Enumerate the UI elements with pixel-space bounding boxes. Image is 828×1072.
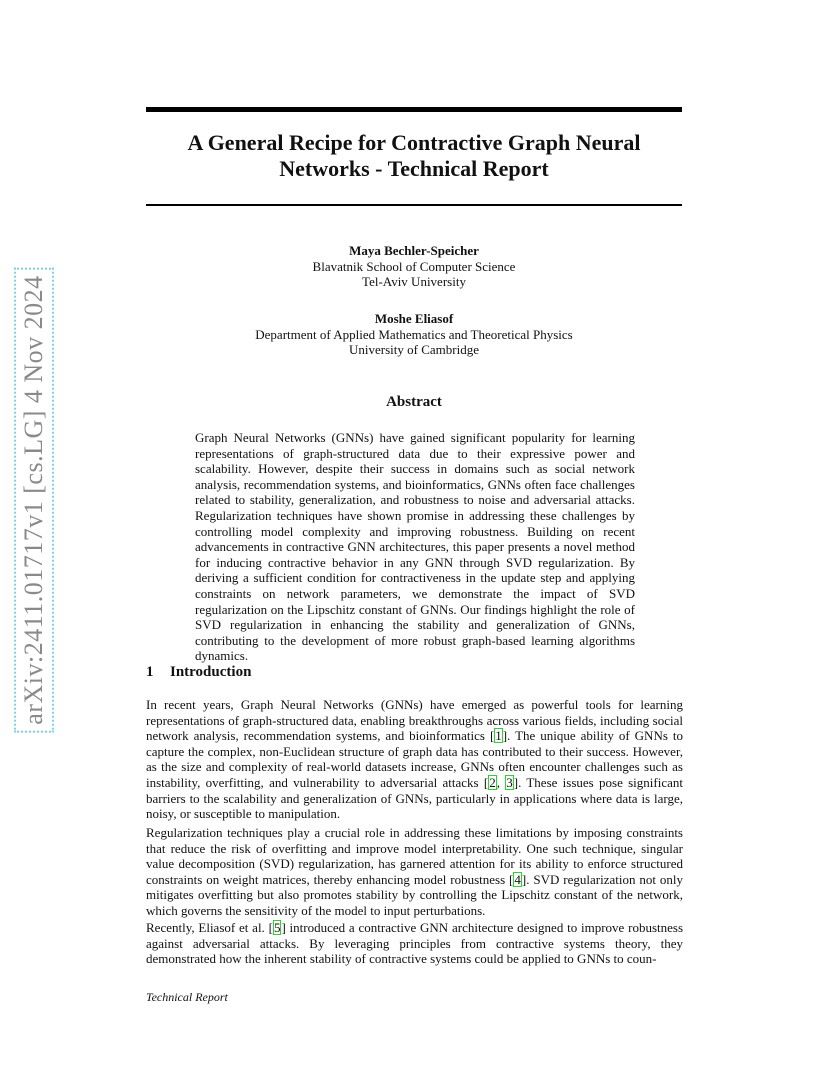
abstract-text: Graph Neural Networks (GNNs) have gained significant popularity for learning representations of graph-structured data due to their expressive power and scalability. However, despite their success in domains such as social network analysis, recommendation systems, and bioinformatics, GNNs often face challenges related to stability, generalization, and robustness to noise and adversarial attacks. Regularization techniques have shown promise in addressing these challenges by controlling model complexity and improving robustness. Building on recent advancements in contractive GNN architectures, this paper presents a novel method for inducing contractive behavior in any GNN through SVD regularization. By deriving a sufficient condition for contractiveness in the update step and applying constraints on network parameters, we demonstrate the impact of SVD regularization on the Lipschitz constant of GNNs. Our findings highlight the role of SVD regularization in enhancing the stability and generalization of GNNs, contributing to the development of more robust graph-based learning algorithms dynamics.	[195, 430, 635, 664]
paragraph-text: ] introduced a contractive GNN architecture designed to improve robustness against adversarial attacks. By leveraging principles from contractive systems theory, they demonstrated how the inherent stability of contractive systems could be applied to GNNs to coun-	[146, 920, 684, 967]
title-bottom-rule	[146, 204, 682, 206]
intro-paragraph	[146, 825, 683, 919]
paragraph-text: ]. These issues pose significant barriers to the scalability and generalization of GNNs, particularly in applications where data is large, noisy, or susceptible to manipulation.	[146, 774, 683, 822]
author-affiliation: University of Cambridge	[349, 342, 479, 357]
abstract-heading: Abstract	[386, 394, 442, 410]
section-heading	[146, 664, 251, 681]
paragraph-text: In recent years, Graph Neural Networks (GNNs) have emerged as powerful tools for learning representations of graph-structured data, enabling breakthroughs across various fields, including social network analysis, recommendation systems, and bioinformatics [	[146, 697, 683, 744]
paper-title: A General Recipe for Contractive Graph Neural Networks - Technical Report	[187, 130, 641, 181]
section-title: Introduction	[170, 664, 252, 680]
paragraph-text: ]. SVD regularization not only mitigates overfitting but also promotes stability by controlling the Lipschitz constant of the network, which governs the sensitivity of the model to input perturbations.	[146, 871, 683, 918]
citation-link[interactable]: 5	[273, 920, 281, 935]
citation-link[interactable]: 1	[495, 728, 502, 744]
intro-paragraph	[146, 920, 683, 967]
author-affiliation: Tel-Aviv University	[362, 274, 466, 289]
author-name: Moshe Eliasof	[374, 311, 454, 326]
citation-link[interactable]: 4	[514, 871, 521, 887]
author-block	[146, 311, 682, 358]
paragraph-text: Recently, Eliasof et al. [	[146, 920, 273, 935]
author-name: Maya Bechler-Speicher	[349, 243, 479, 258]
citation-link[interactable]: 3	[506, 774, 513, 790]
author-affiliation: Blavatnik School of Computer Science	[312, 258, 516, 274]
citation-link[interactable]: 2	[489, 774, 496, 790]
title-top-rule	[146, 107, 682, 112]
paragraph-text: Regularization techniques play a crucial role in addressing these limitations by imposing constraints that reduce the risk of overfitting and improve model interpretability. One such technique, singular value decomposition (SVD) regularization, has garnered attention for its ability to enforce structured constraints on weight matrices, thereby enhancing model robustness [	[146, 825, 683, 887]
section-number: 1	[146, 664, 154, 680]
page-footer: Technical Report	[146, 990, 228, 1004]
author-block	[146, 243, 682, 290]
intro-paragraph	[146, 697, 683, 822]
paragraph-text: ]. The unique ability of GNNs to capture the complex, non-Euclidean structure of graph data has contributed to their success. However, as the size and complexity of real-world datasets increase, GNNs often encounter challenges such as instability, overfitting, and vulnerability to adversarial attacks [	[146, 728, 683, 790]
author-affiliation: Department of Applied Mathematics and Theoretical Physics	[255, 326, 573, 342]
arxiv-identifier[interactable]: arXiv:2411.01717v1 [cs.LG] 4 Nov 2024	[14, 267, 54, 732]
paragraph-text: ,	[496, 774, 506, 790]
